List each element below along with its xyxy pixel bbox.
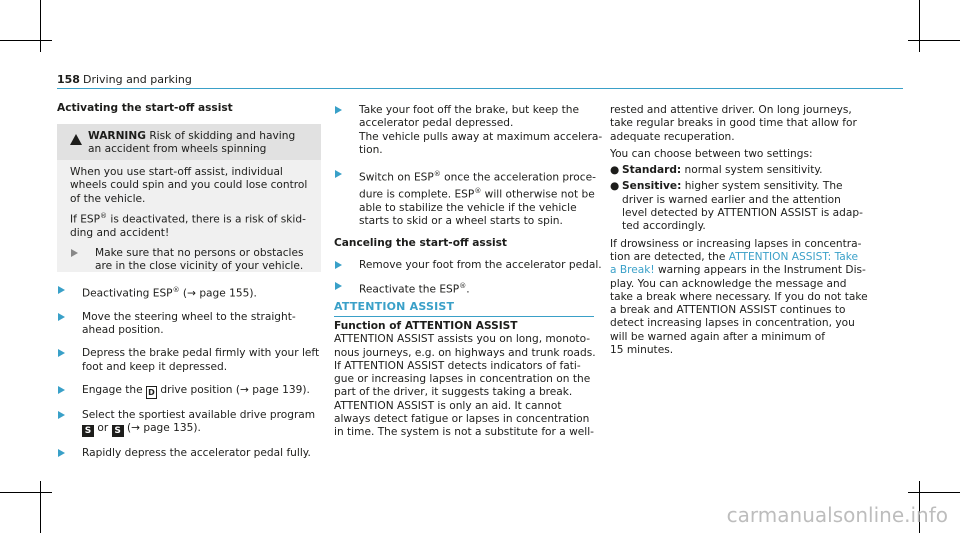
arrow-icon bbox=[58, 386, 65, 394]
text-line: If ESP bbox=[70, 213, 101, 226]
text-line: ahead position. bbox=[82, 324, 164, 337]
text-line: ted accordingly. bbox=[622, 220, 706, 233]
text-line: always detect fatigue or lapses in concentration bbox=[334, 413, 590, 426]
text-line: If drowsiness or increasing lapses in concentra- bbox=[610, 237, 862, 250]
warning-icon bbox=[70, 134, 82, 145]
text-line: take regular breaks in good time that allow for bbox=[610, 117, 857, 130]
text-line: play. You can acknowledge the message and bbox=[610, 277, 847, 290]
section-title: Driving and parking bbox=[83, 73, 192, 86]
text-line: Take your foot off the brake, but keep the bbox=[359, 104, 579, 116]
text-line: ). bbox=[302, 384, 310, 397]
crop-mark bbox=[908, 40, 960, 41]
crop-mark bbox=[0, 492, 52, 493]
text-line: Depress the brake pedal firmly with your left bbox=[82, 347, 320, 360]
left-steps bbox=[57, 284, 327, 461]
arrow-icon bbox=[58, 286, 65, 294]
text-line: Reactivate the ESP bbox=[359, 283, 460, 296]
arrow-icon bbox=[58, 411, 65, 419]
text-line: When you use start-off assist, individual bbox=[70, 166, 283, 178]
warning-line: an accident from wheels spinning bbox=[88, 143, 267, 156]
step-item: Deactivating ESP® (→ page 155). bbox=[57, 284, 327, 301]
text-line: of the vehicle. bbox=[70, 192, 146, 205]
arrow-icon bbox=[58, 313, 65, 321]
text-line: higher system sensitivity. The bbox=[681, 180, 843, 193]
page-ref-link[interactable]: page 155 bbox=[199, 287, 250, 300]
crop-mark bbox=[40, 0, 41, 52]
warning-bullet bbox=[70, 247, 315, 274]
text-line: Make sure that no persons or obstacles bbox=[95, 247, 304, 260]
text-line: level detected by ATTENTION ASSIST is adap- bbox=[622, 207, 863, 220]
sport-icon: S bbox=[112, 425, 124, 437]
text-line: rested and attentive driver. On long journeys, bbox=[610, 104, 852, 116]
heading: Activating the start-off assist bbox=[57, 102, 233, 114]
setting-name: Sensitive: bbox=[622, 180, 682, 193]
function-heading: Function of ATTENTION ASSIST bbox=[334, 320, 518, 332]
warning-title bbox=[88, 130, 295, 157]
text-line: ding and accident! bbox=[70, 226, 170, 239]
bullet-dot-icon: ● bbox=[610, 164, 620, 177]
text-line: The vehicle pulls away at maximum accelera- bbox=[359, 130, 603, 143]
left-heading bbox=[57, 102, 233, 115]
text-line: Select the sportiest available drive program bbox=[82, 409, 316, 422]
text-line: If ATTENTION ASSIST detects indicators of fati- bbox=[334, 359, 581, 372]
text-line: Switch on ESP bbox=[359, 171, 434, 184]
step-item bbox=[57, 347, 327, 374]
text-line: once the acceleration proce- bbox=[440, 171, 596, 184]
warning-message-link: a Break! bbox=[610, 264, 655, 277]
text-line: driver is warned earlier and the attention bbox=[622, 193, 841, 206]
text-line: 15 minutes. bbox=[610, 344, 674, 357]
text-line: Rapidly depress the accelerator pedal fully. bbox=[82, 447, 311, 460]
text-line: gue or increasing lapses in concentration on the bbox=[334, 373, 591, 386]
crop-mark bbox=[919, 0, 920, 52]
setting-name: Standard: bbox=[622, 164, 682, 177]
text-line: ). bbox=[249, 287, 257, 300]
page-number: 158 bbox=[57, 73, 80, 86]
text-line: in time. The system is not a substitute for a well- bbox=[334, 426, 595, 439]
text-line: tion. bbox=[359, 143, 383, 156]
middle-steps bbox=[334, 104, 604, 297]
text-line: warning appears in the Instrument Dis- bbox=[654, 264, 866, 277]
bullet-dot-icon: ● bbox=[610, 180, 620, 193]
text-line: or bbox=[94, 422, 112, 435]
text-line: ( bbox=[179, 287, 188, 300]
watermark: carmanualsonline.info bbox=[726, 503, 948, 527]
text-line: wheels could spin and you could lose control bbox=[70, 179, 308, 192]
step-item bbox=[57, 447, 327, 460]
arrow-icon bbox=[71, 249, 78, 257]
text-line: are in the close vicinity of your vehicle. bbox=[95, 260, 304, 273]
text-line: accelerator pedal depressed. bbox=[359, 117, 514, 130]
text-line: You can choose between two settings: bbox=[610, 147, 813, 160]
text-line: able to stabilize the vehicle if the vehicle bbox=[359, 201, 577, 214]
text-line: adequate recuperation. bbox=[610, 130, 735, 143]
text-line: . bbox=[466, 283, 470, 296]
text-line: is deactivated, there is a risk of skid- bbox=[107, 213, 306, 226]
setting-item bbox=[610, 180, 910, 233]
setting-item bbox=[610, 164, 910, 177]
text-line: will otherwise not be bbox=[481, 188, 595, 201]
arrow-icon bbox=[335, 261, 342, 269]
text-line: normal system sensitivity. bbox=[681, 164, 823, 177]
text-line: ). bbox=[193, 422, 201, 435]
crop-mark bbox=[0, 40, 52, 41]
text-line: ( bbox=[123, 422, 132, 435]
drive-d-icon: D bbox=[146, 386, 157, 399]
step-item: Reactivate the ESP®. bbox=[334, 280, 604, 297]
arrow-icon bbox=[58, 349, 65, 357]
page-ref-link[interactable]: page 139 bbox=[252, 384, 303, 397]
step-item: Engage the D drive position (→ page 139). bbox=[57, 384, 327, 399]
crop-mark bbox=[908, 492, 960, 493]
sport-plus-icon: S bbox=[82, 425, 94, 437]
text-line: a break and ATTENTION ASSIST continues to bbox=[610, 304, 846, 317]
text-line: ATTENTION ASSIST assists you on long, monoto- bbox=[334, 333, 591, 346]
text-line: take a break where necessary. If you do not take bbox=[610, 290, 868, 303]
step-item bbox=[334, 259, 604, 272]
right-column bbox=[610, 104, 910, 357]
arrow-icon bbox=[335, 106, 342, 114]
text-line: part of the driver, it suggests taking a break. bbox=[334, 386, 573, 399]
warning-box bbox=[57, 124, 321, 272]
text-line: tion are detected, the bbox=[610, 250, 729, 263]
text-line: Move the steering wheel to the straight- bbox=[82, 310, 296, 323]
step-item bbox=[57, 311, 327, 338]
text-line: starts to skid or a wheel starts to spin. bbox=[359, 215, 563, 228]
section-rule bbox=[334, 316, 594, 317]
step-item: Select the sportiest available drive program S or S (→ page 135). bbox=[57, 409, 327, 437]
warning-message-link: ATTENTION ASSIST: Take bbox=[728, 250, 859, 263]
text-line: ATTENTION ASSIST is only an aid. It cannot bbox=[334, 399, 562, 412]
step-item: Switch on ESP® once the acceleration proce- dure is complete. ESP® will otherwise not be able to stabilize the vehicle if the vehicle starts to skid or a wheel starts to spin. bbox=[334, 168, 604, 228]
text-line: dure is complete. ESP bbox=[359, 188, 475, 201]
text-line: Remove your foot from the accelerator pedal. bbox=[359, 258, 602, 271]
warning-label: WARNING bbox=[88, 130, 146, 142]
header-rule bbox=[57, 88, 903, 89]
function-text bbox=[334, 333, 604, 439]
warning-line: Risk of skidding and having bbox=[149, 130, 296, 142]
step-item bbox=[334, 104, 604, 157]
arrow-icon bbox=[335, 170, 342, 178]
text-line: drive position ( bbox=[157, 384, 241, 397]
warning-body: When you use start-off assist, individual wheels could spin and you could lose control of the vehicle. If ESP® is deactivated, there is a risk of skid- ding and accident! Make sure that no persons or obstacles are in the close vicinity of your vehicle. bbox=[70, 166, 315, 274]
section-heading: ATTENTION ASSIST bbox=[334, 300, 455, 313]
text-line: Engage the bbox=[82, 384, 146, 397]
arrow-icon bbox=[58, 449, 65, 457]
function-block bbox=[334, 320, 604, 440]
text-line: foot and keep it depressed. bbox=[82, 360, 228, 373]
crop-mark bbox=[40, 481, 41, 533]
text-line: nous journeys, e.g. on highways and trunk roads. bbox=[334, 346, 596, 359]
text-line: detect increasing lapses in concentration, you bbox=[610, 317, 855, 330]
page-ref-link[interactable]: page 135 bbox=[143, 422, 194, 435]
text-line: Deactivating ESP bbox=[82, 287, 173, 300]
cancel-heading: Canceling the start-off assist bbox=[334, 237, 507, 250]
text-line: will be warned again after a minimum of bbox=[610, 330, 825, 343]
arrow-icon bbox=[335, 282, 342, 290]
